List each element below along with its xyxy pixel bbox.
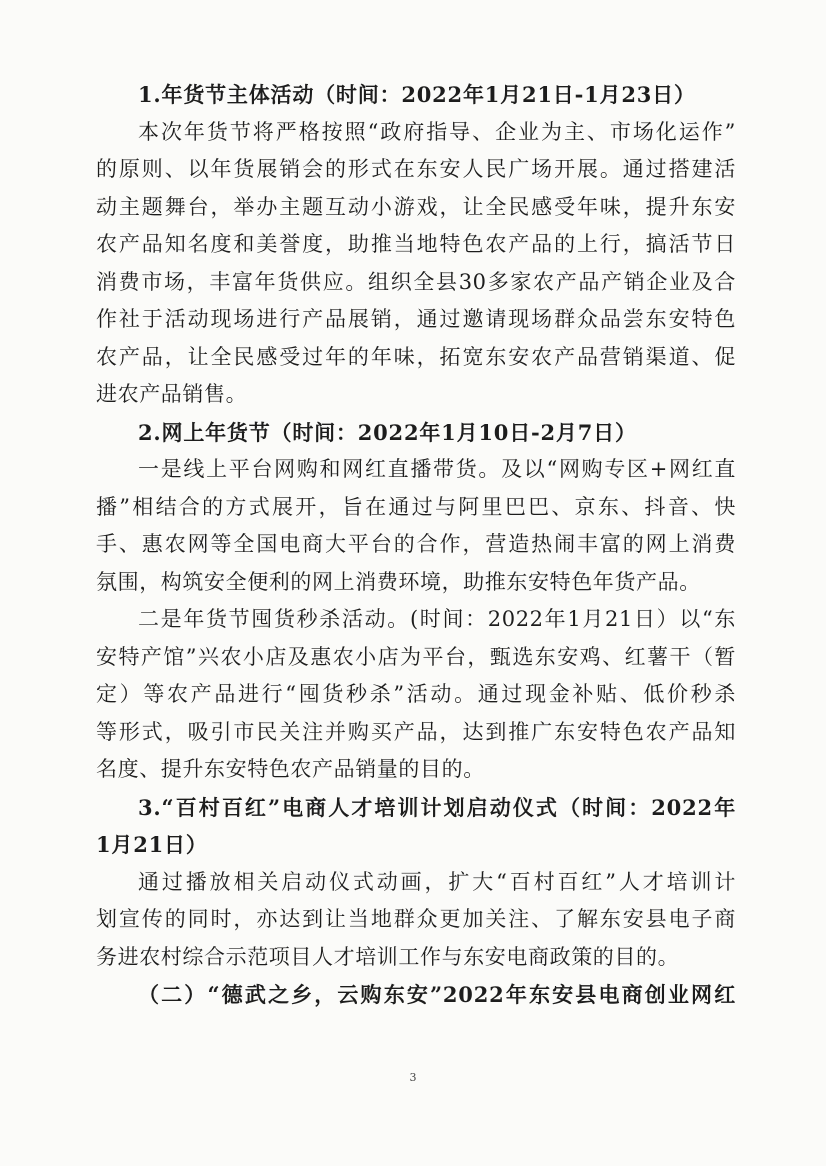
paragraph-line: 等形式，吸引市民关注并购买产品，达到推广东安特色农产品知 xyxy=(96,719,736,744)
paragraph-line: 农产品知名度和美誉度，助推当地特色农产品的上行，搞活节日 xyxy=(96,232,736,256)
section-heading-4: （二）“德武之乡，云购东安”2022年东安县电商创业网红 xyxy=(138,982,736,1007)
section-heading-3: 3.“百村百红”电商人才培训计划启动仪式（时间：2022年 xyxy=(138,794,736,820)
paragraph-line: 氛围，构筑安全便利的网上消费环境，助推东安特色年货产品。 xyxy=(96,569,701,594)
paragraph-line: 消费市场，丰富年货供应。组织全县30多家农产品产销企业及合 xyxy=(96,269,736,294)
paragraph-line: 动主题舞台，举办主题互动小游戏，让全民感受年味，提升东安 xyxy=(96,194,736,219)
paragraph-line: 名度、提升东安特色农产品销量的目的。 xyxy=(96,757,485,781)
paragraph-line: 划宣传的同时，亦达到让当地群众更加关注、了解东安县电子商 xyxy=(96,907,736,931)
paragraph-line: 农产品，让全民感受过年的年味，拓宽东安农产品营销渠道、促 xyxy=(96,344,736,369)
paragraph-line: 播”相结合的方式展开，旨在通过与阿里巴巴、京东、抖音、快 xyxy=(96,494,736,519)
paragraph-line: 的原则、以年货展销会的形式在东安人民广场开展。通过搭建活 xyxy=(96,157,736,181)
paragraph-line: 进农产品销售。 xyxy=(96,382,248,406)
document-body xyxy=(96,76,736,1014)
paragraph-line: 务进农村综合示范项目人才培训工作与东安电商政策的目的。 xyxy=(96,944,680,969)
section-heading-2: 2.网上年货节（时间：2022年1月10日-2月7日） xyxy=(138,419,637,445)
paragraph-line: 安特产馆”兴农小店及惠农小店为平台，甄选东安鸡、红薯干（暂 xyxy=(96,644,736,669)
paragraph-line: 手、惠农网等全国电商大平台的合作，营造热闹丰富的网上消费 xyxy=(96,532,736,556)
section-heading-3-continued: 1月21日） xyxy=(96,832,208,857)
paragraph-line: 一是线上平台网购和网红直播带货。及以“网购专区+网红直 xyxy=(138,457,736,481)
paragraph-line: 本次年货节将严格按照“政府指导、企业为主、市场化运作” xyxy=(138,119,736,144)
paragraph-line: 二是年货节囤货秒杀活动。(时间：2022年1月21日）以“东 xyxy=(138,607,736,631)
page-number: 3 xyxy=(409,1071,417,1084)
section-heading-1: 1.年货节主体活动（时间：2022年1月21日-1月23日） xyxy=(138,82,696,107)
paragraph-line: 作社于活动现场进行产品展销，通过邀请现场群众品尝东安特色 xyxy=(96,307,736,331)
paragraph-line: 定）等农产品进行“囤货秒杀”活动。通过现金补贴、低价秒杀 xyxy=(96,682,736,706)
paragraph-line: 通过播放相关启动仪式动画，扩大“百村百红”人才培训计 xyxy=(138,869,736,894)
